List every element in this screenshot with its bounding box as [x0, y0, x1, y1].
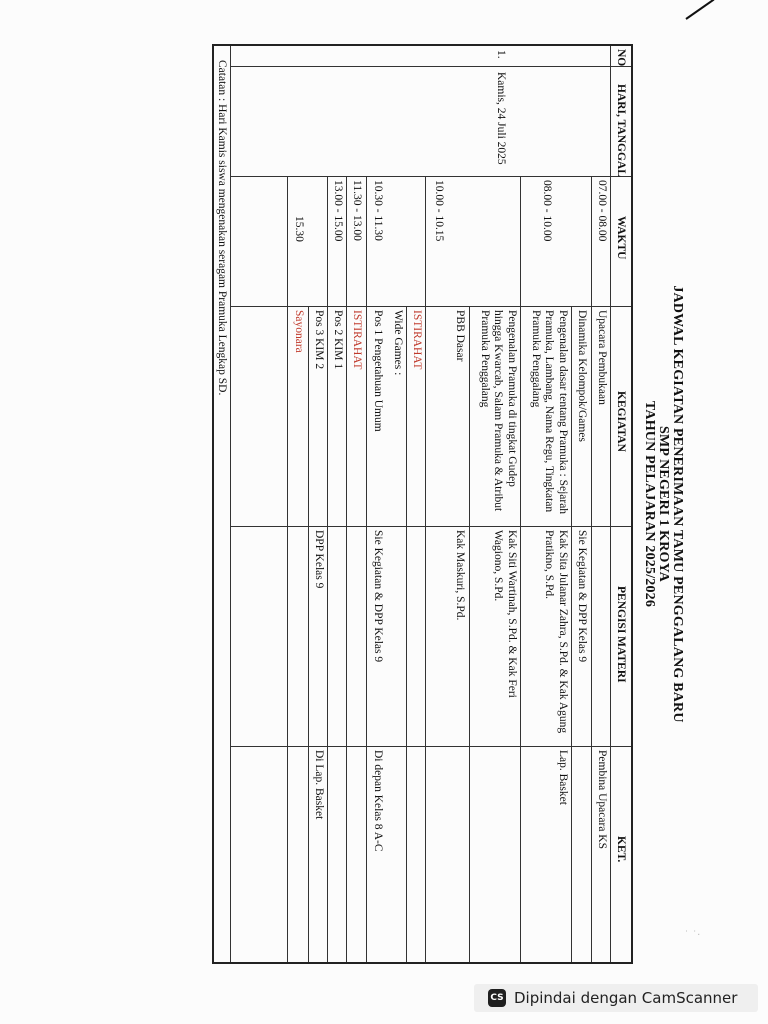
waktu-cell: 08.00 - 10.00 [541, 180, 553, 242]
waktu-cell: 15.30 [293, 216, 305, 242]
pengisi-cell: Kak Sita Julanar Zahra, S.Pd. & Kak Agung Pratikno, S.Pd. [543, 530, 569, 734]
row-rule [366, 176, 367, 962]
document-title-block [642, 44, 688, 964]
kegiatan-cell: Pengenalan Pramuka di tingkat Gudep hingga Kwarcab, Salam Pramuka & Atribut Pramuka Penggalang [479, 310, 518, 512]
kegiatan-cell: Dinamika Kelompok/Games [576, 310, 588, 442]
row-number: 1. [495, 50, 507, 59]
row-rule [520, 176, 521, 962]
header-hari-tanggal: HARI, TANGGAL [615, 84, 627, 177]
pengisi-cell: Sie Kegiatan & DPP Kelas 9 [576, 530, 588, 663]
kegiatan-cell-istirahat: ISTIRAHAT [351, 310, 363, 370]
title-line-1: JADWAL KEGIATAN PENERIMAAN TAMU PENGGALANG BARU [670, 285, 685, 723]
day-date: Kamis, 24 Juli 2025 [495, 72, 507, 165]
camscanner-icon: CS [488, 989, 506, 1007]
kegiatan-cell: Pos 3 KIM 2 [313, 310, 325, 370]
pengisi-cell: DPP Kelas 9 [313, 530, 325, 589]
kegiatan-cell: Pos 2 KIM 1 [332, 310, 344, 370]
waktu-cell: 13.00 - 15.00 [332, 180, 344, 242]
pengisi-cell: Sie Kegiatan & DPP Kelas 9 [372, 530, 384, 663]
waktu-cell: 11.30 - 13.00 [351, 180, 363, 241]
kegiatan-cell: Wide Games : [392, 310, 404, 376]
header-waktu: WAKTU [615, 216, 627, 260]
row-rule [425, 176, 426, 962]
row-rule [406, 306, 407, 962]
col-rule [231, 526, 631, 527]
waktu-cell: 10.30 - 11.30 [372, 180, 384, 241]
header-pengisi-materi: PENGISI MATERI [615, 586, 627, 683]
kegiatan-cell: Upacara Pembukaan [596, 310, 608, 405]
kegiatan-cell-sayonara: Sayonara [293, 310, 305, 353]
col-rule [231, 746, 631, 747]
schedule-table [212, 44, 633, 964]
pengisi-cell: Kak Maskuri, S.Pd. [454, 530, 466, 621]
ket-cell: Pembina Upacara KS [596, 750, 608, 849]
row-rule [469, 306, 470, 962]
waktu-cell: 07.00 - 08.00 [596, 180, 608, 242]
header-kegiatan: KEGIATAN [615, 391, 627, 452]
kegiatan-cell: Pengenalan dasar tentang Pramuka : Sejarah Pramuka, Lambang, Nama Regu, Tingkatan Pramuka Penggalang [530, 310, 569, 515]
camscanner-watermark [474, 984, 758, 1012]
camscanner-label: Dipindai dengan CamScanner [514, 989, 738, 1007]
row-rule [591, 176, 592, 962]
ket-cell: Di Lap. Basket [313, 750, 325, 820]
kegiatan-cell: Pos 1 Pengetahuan Umum [372, 310, 384, 432]
row-rule [327, 176, 328, 962]
header-no: NO [615, 49, 627, 67]
row-rule [308, 306, 309, 962]
col-rule [231, 306, 631, 307]
kegiatan-cell-istirahat: ISTIRAHAT [411, 310, 423, 370]
title-line-3: TAHUN PELAJARAN 2025/2026 [642, 400, 657, 608]
row-rule [287, 176, 288, 962]
pengisi-cell: Kak Siti Wartinah, S.Pd. & Kak Feri Wagiono, S.Pd. [492, 530, 518, 698]
footer-rule [230, 46, 231, 962]
col-rule [231, 66, 631, 67]
kegiatan-cell: PBB Dasar [454, 310, 466, 362]
row-rule [346, 176, 347, 962]
row-rule [571, 306, 572, 962]
waktu-cell: 10.00 - 10.15 [433, 180, 445, 242]
header-ket: KET. [615, 836, 627, 863]
ket-cell: Di depan Kelas 8 A-C [372, 750, 384, 852]
catatan-note: Catatan : Hari Kamis siswa mengenakan seragam Pramuka Lengkap SD. [216, 60, 228, 396]
ket-cell: Lap. Basket [557, 750, 569, 805]
rotated-schedule-document [208, 44, 688, 964]
title-line-2: SMP NEGERI 1 KROYA [656, 426, 671, 582]
scan-speck: ˙ ˙· [684, 930, 701, 941]
header-rule [610, 46, 611, 962]
col-rule [231, 176, 631, 177]
